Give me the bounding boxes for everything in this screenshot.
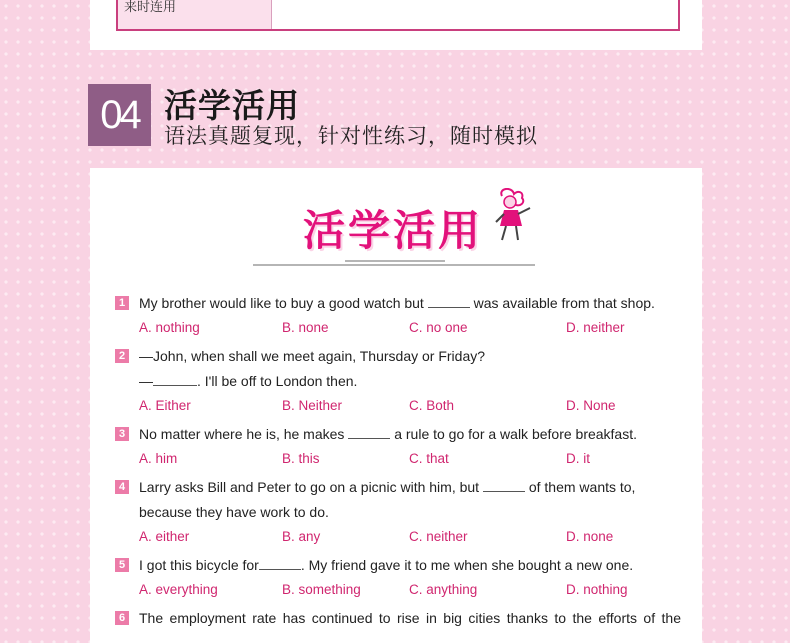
question-text: Larry asks Bill and Peter to go on a picnic with him, but of them wants to, [139, 479, 636, 495]
question-text: — . I'll be off to London then. [139, 373, 358, 389]
section-subtitle: 语法真题复现，针对性练习，随时模拟 [164, 125, 538, 148]
option-c[interactable]: C. Both [409, 398, 455, 413]
answer-blank[interactable] [483, 479, 525, 492]
question-text: —John, when shall we meet again, Thursday or Friday? [139, 348, 486, 364]
top-table [116, 0, 680, 31]
option-a[interactable]: A. everything [139, 582, 218, 597]
option-d[interactable]: D. None [566, 398, 616, 413]
question-number: 6 [115, 611, 129, 625]
option-d[interactable]: D. neither [566, 320, 625, 335]
question-number: 1 [115, 296, 129, 310]
option-c[interactable]: C. anything [409, 582, 478, 597]
section-title: 活学活用 [164, 87, 300, 124]
banner-title: 活学活用 [303, 207, 484, 254]
option-b[interactable]: B. Neither [282, 398, 343, 413]
option-d[interactable]: D. nothing [566, 582, 628, 597]
question-text: I got this bicycle for . My friend gave it to me when she bought a new one. [139, 557, 634, 573]
banner-underline-short [345, 260, 445, 262]
option-c[interactable]: C. that [409, 451, 449, 466]
top-card [90, 0, 702, 50]
option-d[interactable]: D. none [566, 529, 614, 544]
option-a[interactable]: A. either [139, 529, 190, 544]
table-cell-label: 来时连用 [118, 0, 272, 29]
girl-pointing-icon [488, 188, 532, 244]
question-number: 5 [115, 558, 129, 572]
answer-blank[interactable] [259, 557, 301, 570]
answer-blank[interactable] [348, 426, 390, 439]
exercise-card [90, 168, 702, 643]
option-b[interactable]: B. this [282, 451, 320, 466]
question-text: The employment rate has continued to rise in big cities thanks to the efforts of the [139, 610, 681, 626]
question-text: My brother would like to buy a good watch but was available from that shop. [139, 295, 655, 311]
answer-blank[interactable] [428, 295, 470, 308]
option-a[interactable]: A. nothing [139, 320, 200, 335]
answer-blank[interactable] [153, 373, 197, 386]
section-number: 04 [88, 84, 151, 146]
question-number: 3 [115, 427, 129, 441]
question-text: No matter where he is, he makes a rule to go for a walk before breakfast. [139, 426, 638, 442]
banner-underline [253, 264, 535, 266]
option-d[interactable]: D. it [566, 451, 591, 466]
option-c[interactable]: C. neither [409, 529, 468, 544]
option-b[interactable]: B. none [282, 320, 329, 335]
question-number: 4 [115, 480, 129, 494]
table-cell-value [272, 0, 678, 29]
question-number: 2 [115, 349, 129, 363]
option-a[interactable]: A. Either [139, 398, 191, 413]
option-c[interactable]: C. no one [409, 320, 468, 335]
option-b[interactable]: B. any [282, 529, 321, 544]
option-b[interactable]: B. something [282, 582, 361, 597]
option-a[interactable]: A. him [139, 451, 178, 466]
question-text: because they have work to do. [139, 504, 329, 520]
